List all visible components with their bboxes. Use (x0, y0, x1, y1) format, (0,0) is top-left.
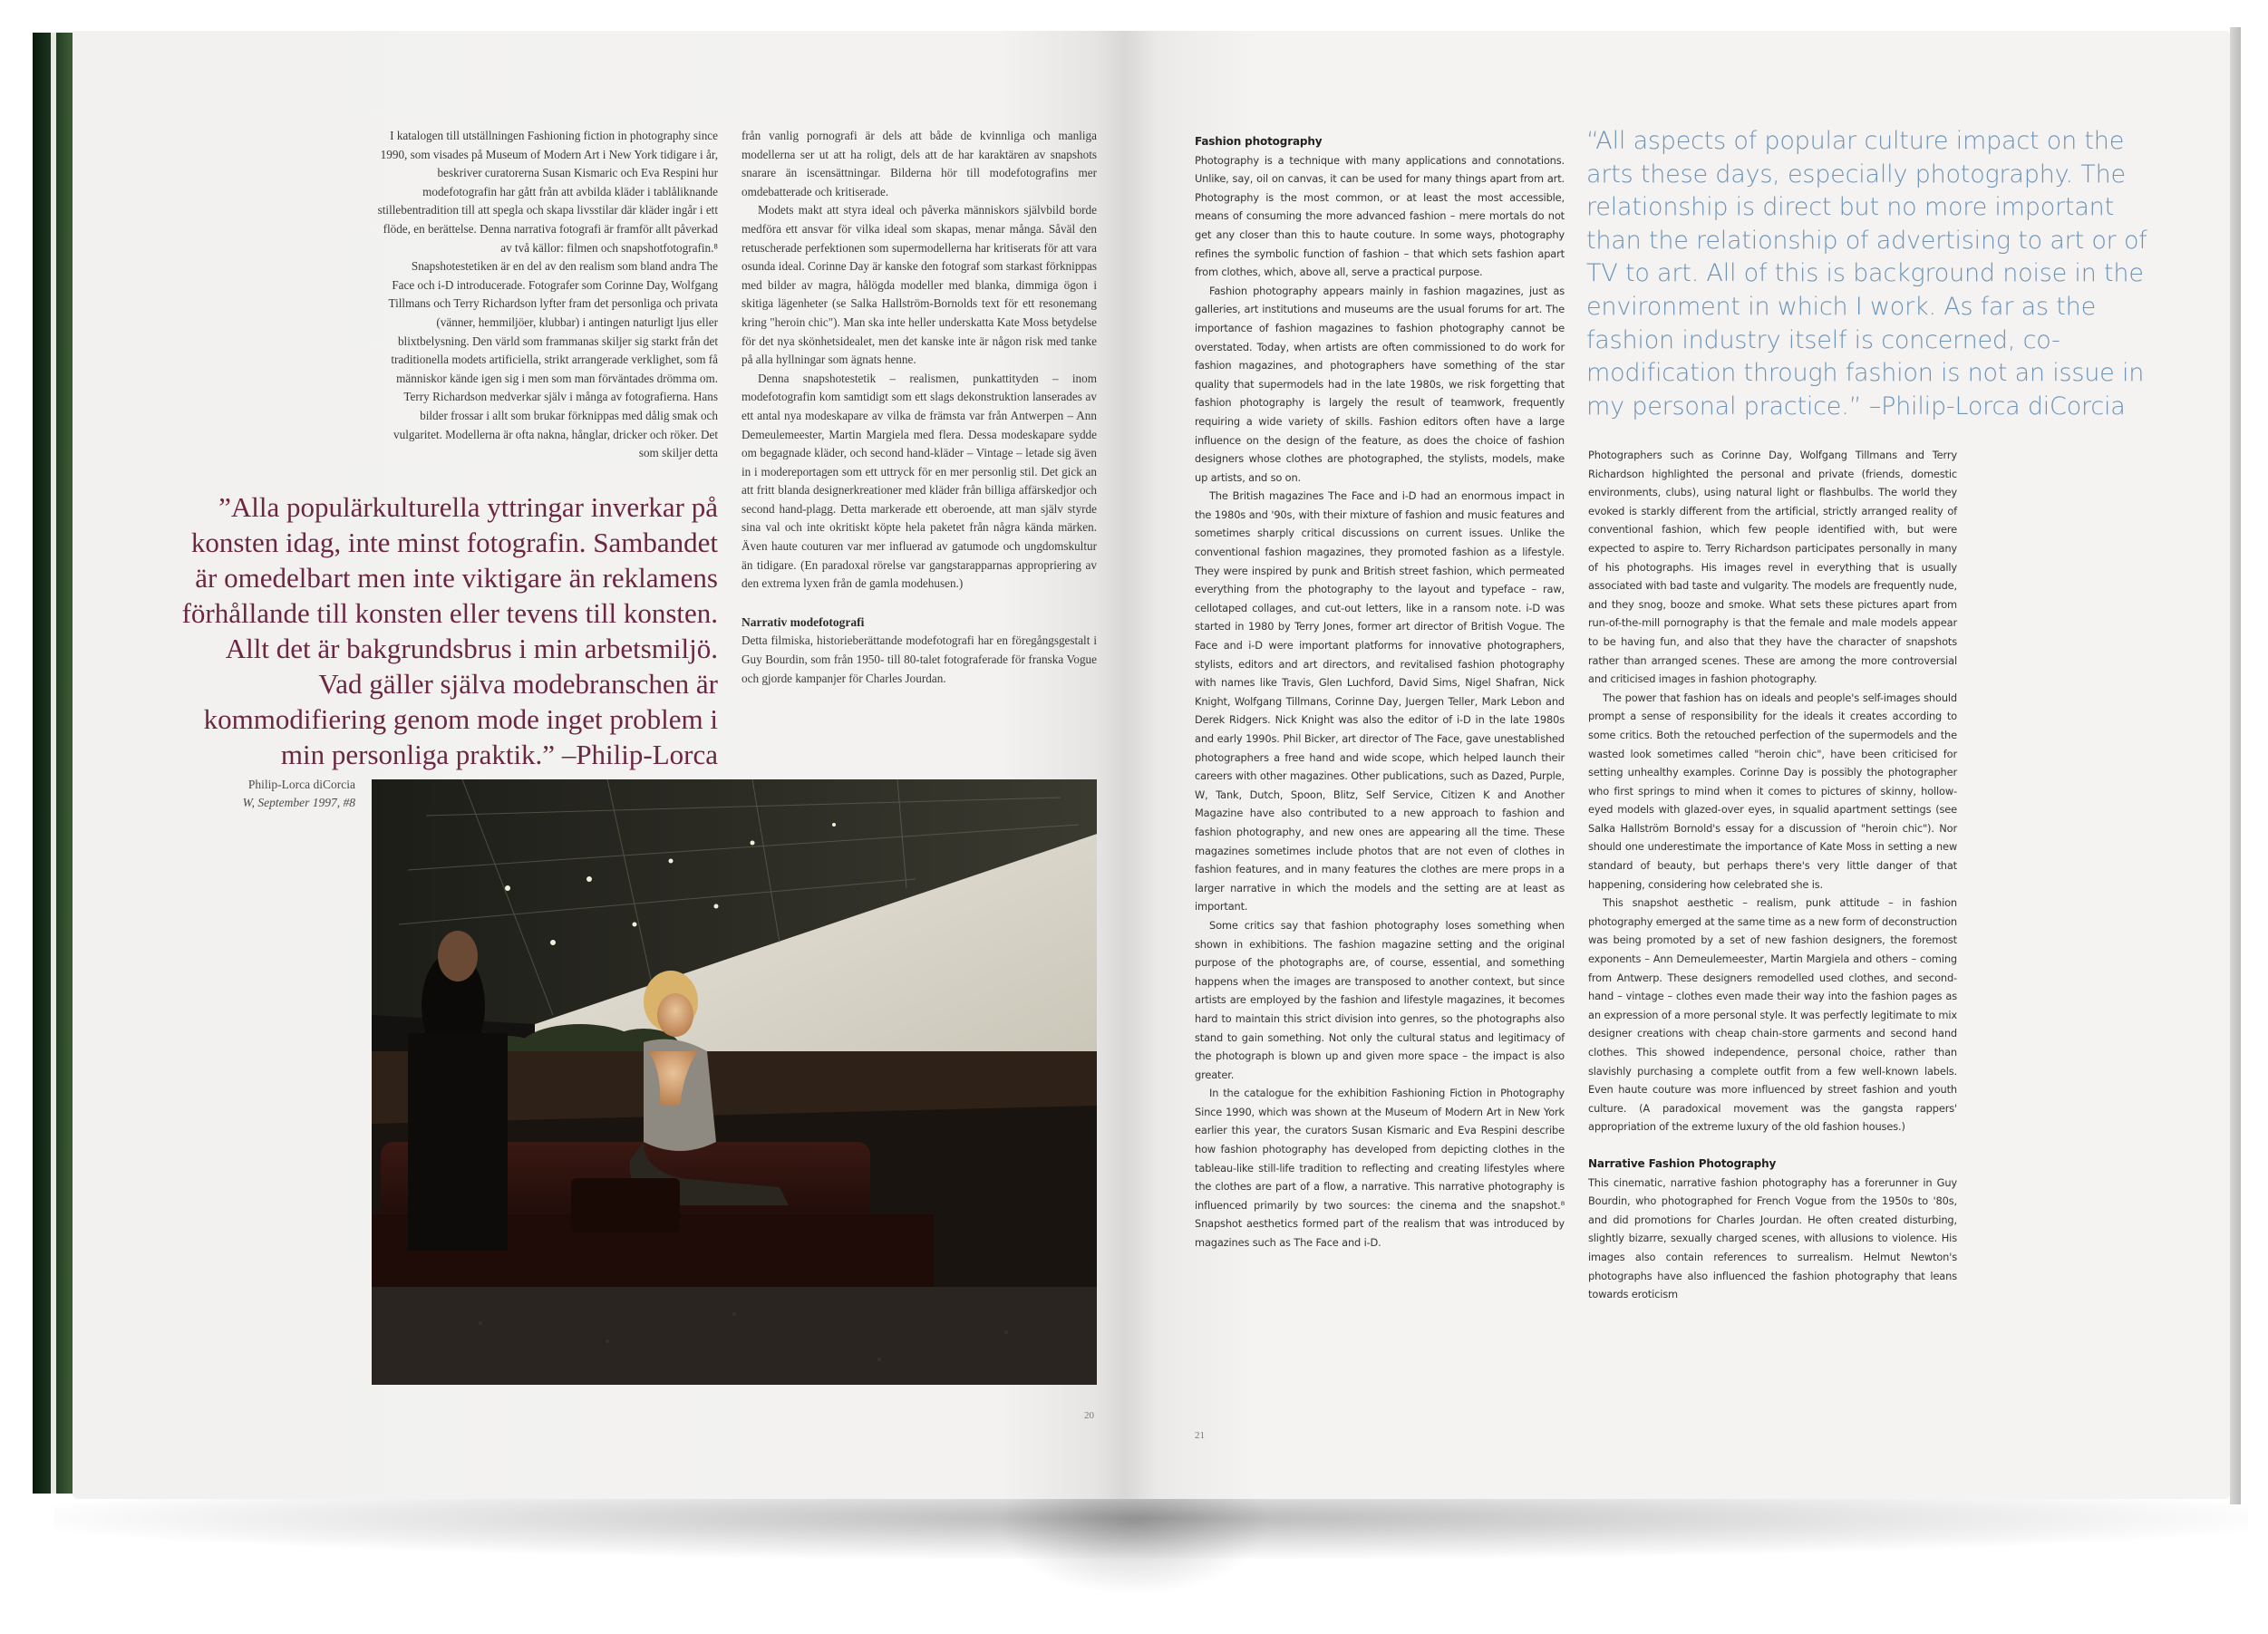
photo-illustration (372, 779, 1097, 1385)
english-pull-quote: “All aspects of popular culture impact on the arts these days, especially photography. The relationship is direct but no more important than the relationship of advertising to art or of TV to art. All of this is background noise in the environment in which I work. As far as the fashion industry itself is concerned, co-modification through fashion is not an issue in my personal practice.” –Philip-Lorca diCorcia (1586, 127, 2147, 421)
english-body-column-1 (1195, 132, 1565, 1252)
swedish-pull-quote: ”Alla populärkulturella yttringar inverkar på konsten idag, inte minst fotografin. Sambandet är omedelbart men inte viktigare än reklamens förhållande till konsten eller tevens till konsten. Allt det är bakgrundsbrus i min arbetsmiljö. Vad gäller själva modebranschen är kommodifiering genom mode inget problem i min personliga praktik.” –Philip-Lorca (181, 491, 718, 770)
page-stack-edge (2230, 27, 2241, 1504)
paragraph: Snapshotestetiken är en del av den realism som bland andra The Face och i-D introducerade. Fotografer som Corinne Day, Wolfgang Tillmans och Terry Richardson lyfter fram det personliga och privata (vänner, hemmiljöer, klubbar) i antingen naturligt ljus eller blixtbelysning. Den värld som frammanas skiljer sig starkt från det traditionella modets artificiella, strikt arrangerade verklighet, som få människor kände igen sig i men som man förväntades drömma om. Terry Richardson medverkar själv i många av fotografierna. Hans bilder frossar i allt som brukar förknippas med dålig smak och vulgaritet. Modellerna är ofta nakna, hånglar, dricker och röker. Det som skiljer detta (388, 259, 718, 460)
photo-caption (181, 776, 355, 812)
paragraph: In the catalogue for the exhibition Fashioning Fiction in Photography Since 1990, which was shown at the Museum of Modern Art in New York earlier this year, the curators Susan Kismaric and Eva Respini describe how fashion photography has developed from depicting clothes in the tableau-like still-life tradition to reflecting and creating lifestyles where the clothes are part of a flow, a narrative. This narrative photography is influenced primarily by two sources: the cinema and the snapshot.⁸ Snapshot aesthetics formed part of the realism that was introduced by magazines such as The Face and i-D. (1195, 1087, 1565, 1250)
english-body-column-2 (1588, 446, 1957, 1304)
section-heading: Fashion photography (1195, 135, 1323, 148)
section-heading: Narrativ modefotografi (741, 614, 865, 629)
paragraph: Detta filmiska, historieberättande modefotografi har en föregångsgestalt i Guy Bourdin, som från 1950- till 80-talet fotograferade för franska Vogue och gjorde kampanjer för Charles Jourdan. (741, 633, 1097, 685)
page-number-right: 21 (1195, 1430, 1205, 1441)
paragraph: Photographers such as Corinne Day, Wolfgang Tillmans and Terry Richardson highlighted the personal and private (friends, domestic environments, clubs), using natural light or flashbulbs. The world they evoked is starkly different from the artificial, strictly arranged reality of conventional fashion, which few people identified with, but were expected to aspire to. Terry Richardson participates personally in many of his photographs. His images revel in everything that is usually associated with bad taste and vulgarity. The models are frequently nude, and they snog, booze and smoke. What sets these pictures apart from run-of-the-mill pornography is that the female and male models appear to be having fun, and also that they have the character of snapshots rather than arranged scenes. These are among the more controversial and criticised images in fashion photography. (1588, 449, 1957, 686)
paragraph: från vanlig pornografi är dels att både de kvinnliga och manliga modellerna ser ut att ha roligt, dels att de har karaktären av snapshots snarare än iscensättningar. Bilderna hör till modefotografins mer omdebatterade och kritiserade. (741, 129, 1097, 198)
paragraph: The British magazines The Face and i-D had an enormous impact in the 1980s and '90s, with their mixture of fashion and music features and sometimes sharply critical discussions on current issues. Unlike the conventional fashion magazines, they promoted fashion as a lifestyle. They were inspired by punk and British street fashion, which permeated everything from the photography to the layout and typeface – raw, cellotaped collages, and cut-out letters, like in a ransom note. i-D was started in 1980 by Terry Jones, former art director of British Vogue. The Face and i-D were important platforms for innovative photographers, stylists, editors and art directors, and revitalised fashion photography with names like Travis, Glen Luchford, David Sims, Nigel Shafran, Nick Knight, Wolfgang Tillmans, Corinne Day, Juergen Teller, Mark Lebon and Derek Ridgers. Nick Knight was also the editor of i-D in the late 1980s and early 1990s. Phil Bicker, art director of The Face, gave unestablished photographers a free hand and wide scope, which helped launch their careers with other magazines. Other publications, such as Dazed, Purple, W, Tank, Dutch, Spoon, Blitz, Self Service, Citizen K and Another Magazine have also contributed to a new approach to fashion and fashion photography, and new ones are appearing all the time. These magazines sometimes include photos that are not even of clothes in fashion features, and in many features the clothes are mere props in a larger narrative in which the models and the setting are at least as important. (1195, 489, 1565, 914)
swedish-body-column-2 (741, 127, 1097, 688)
fashion-photograph (372, 779, 1097, 1385)
paragraph: Denna snapshotestetik – realismen, punkattityden – inom modefotografin kom samtidigt som ett slags dekonstruktion lanserades av ett antal nya modeskapare av vilka de främsta var från Antwerpen – Ann Demeulemeester, Martin Margiela med flera. Dessa modeskapare sydde om begagnade kläder, och second hand-kläder – Vintage – letade sig även in i modereportagen som ett uttryck för en mer personlig stil. Det gick an att fritt blanda designerkreationer med kläder från billiga affärskedjor och second hand-plagg. Detta markerade ett oberoende, att man själv styrde sina val och inte okritiskt köpte hela paketet från några kända märken. Även haute couturen var mer influerad av gatumode och ungdomskultur än tidigare. (En paradoxal rörelse var gangstarapparnas appropriering av den extrema lyxen från de gamla modehusen.) (741, 371, 1097, 591)
paragraph: Modets makt att styra ideal och påverka människors självbild borde medföra ett ansvar för vilka ideal som skapas, menar många. Såväl den retuscherade perfektionen som supermodellerna har kritiserats för att vara osunda ideal. Corinne Day är kanske den fotograf som starkast förknippas med bilder av magra, hålögda modeller med blanka, dimmiga ögon i skitiga lägenheter (se Salka Hallström-Bornolds text för ett resonemang kring "heroin chic"). Man ska inte heller underskatta Kate Moss betydelse för det nya skönhetsidealet, men det kanske inte är någon risk med tanke på alla hyllningar som ägnats henne. (741, 203, 1097, 367)
paragraph: Fashion photography appears mainly in fashion magazines, just as galleries, art institutions and museums are the usual forums for art. The importance of fashion magazines to fashion photography cannot be overstated. Today, when artists are often commissioned to do work for fashion magazines, and photographers have something of the star quality that supermodels had in the late 1980s, we risk forgetting that fashion photography is largely the result of teamwork, frequently requiring a wide variety of skills. Fashion editors often have a large influence on the design of the feature, as does the choice of fashion designers whose clothes are photographed, the stylists, models, make up artists, and so on. (1195, 284, 1565, 484)
paragraph: This snapshot aesthetic – realism, punk attitude – in fashion photography emerged at the same time as a new form of deconstruction was being promoted by a set of new fashion designers, the foremost exponents – Ann Demeulemeester, Martin Margiela and others – coming from Antwerp. These designers remodelled used clothes, and second-hand – vintage – clothes even made their way into the fashion pages as an expression of a more personal style. It was perfectly legitimate to mix designer creations with cheap chain-store garments and second hand clothes. This showed independence, personal choice, rather than slavishly purchasing a complete outfit from a few well-known labels. Even haute couture was more influenced by street fashion and youth culture. (A paradoxical movement was the gangsta rappers' appropriation of the extreme luxury of the old fashion houses.) (1588, 896, 1957, 1134)
paragraph: I katalogen till utställningen Fashioning fiction in photography since 1990, som visades på Museum of Modern Art i New York tidigare i år, beskriver curatorerna Susan Kismaric och Eva Respini hur modefotografin har gått från att avbilda kläder i tablåliknande stillebentradition till att spegla och skapa livsstilar där kläder ingår i ett flöde, en berättelse. Denna narrativa fotografi är framför allt påverkad av två källor: filmen och snapshotfotografin.⁸ (377, 129, 718, 255)
swedish-body-column-1 (375, 127, 718, 463)
section-heading: Narrative Fashion Photography (1588, 1156, 1777, 1170)
paragraph: Some critics say that fashion photography loses something when shown in exhibitions. The fashion magazine setting and the original purpose of the photographs are, of course, essential, and something happens when the images are transposed to another context, but since artists are employed by the fashion and lifestyle magazines, it becomes hard to maintain this strict division into genres, so the photographs also stand to gain something. Not only the cultural status and legitimacy of the photograph is blown up and given more space – the impact is also greater. (1195, 918, 1565, 1081)
caption-publication: W, September 1997, #8 (242, 796, 355, 809)
caption-photographer: Philip-Lorca diCorcia (247, 778, 355, 791)
paragraph: The power that fashion has on ideals and people's self-images should prompt a sense of responsibility for the ideals it creates according to some critics. Both the retouched perfection of the supermodels and the wasted look sometimes called "heroin chic", have been criticised for setting unhealthy examples. Corinne Day is possibly the photographer who first springs to mind when it comes to pictures of skinny, hollow-eyed models with glazed-over eyes, in squalid apartment settings (see Salka Hallström Bornold's essay for a discussion of "heroin chic"). Nor should one underestimate the importance of Kate Moss in setting a new standard of beauty, but perhaps there's very little danger of that happening, considering how celebrated she is. (1588, 691, 1957, 891)
paragraph: This cinematic, narrative fashion photography has a forerunner in Guy Bourdin, who photographed for French Vogue from the 1950s to '80s, and did promotions for Charles Jourdan. He often created disturbing, slightly bizarre, sexually charged scenes, with allusions to violence. His images also contain references to surrealism. Helmut Newton's photographs have also influenced the fashion photography that leans towards eroticism (1588, 1175, 1957, 1301)
page-number-left: 20 (1084, 1410, 1094, 1421)
paragraph: Photography is a technique with many applications and connotations. Unlike, say, oil on canvas, it can be used for many things apart from art. Photography is the most common, or at least the most accessible, means of consuming the more advanced fashion – mere mortals do not get any closer than this to haute couture. In some ways, photography refines the symbolic function of fashion – that which sets fashion apart from clothes, which, above all, serve a practical purpose. (1195, 153, 1565, 279)
